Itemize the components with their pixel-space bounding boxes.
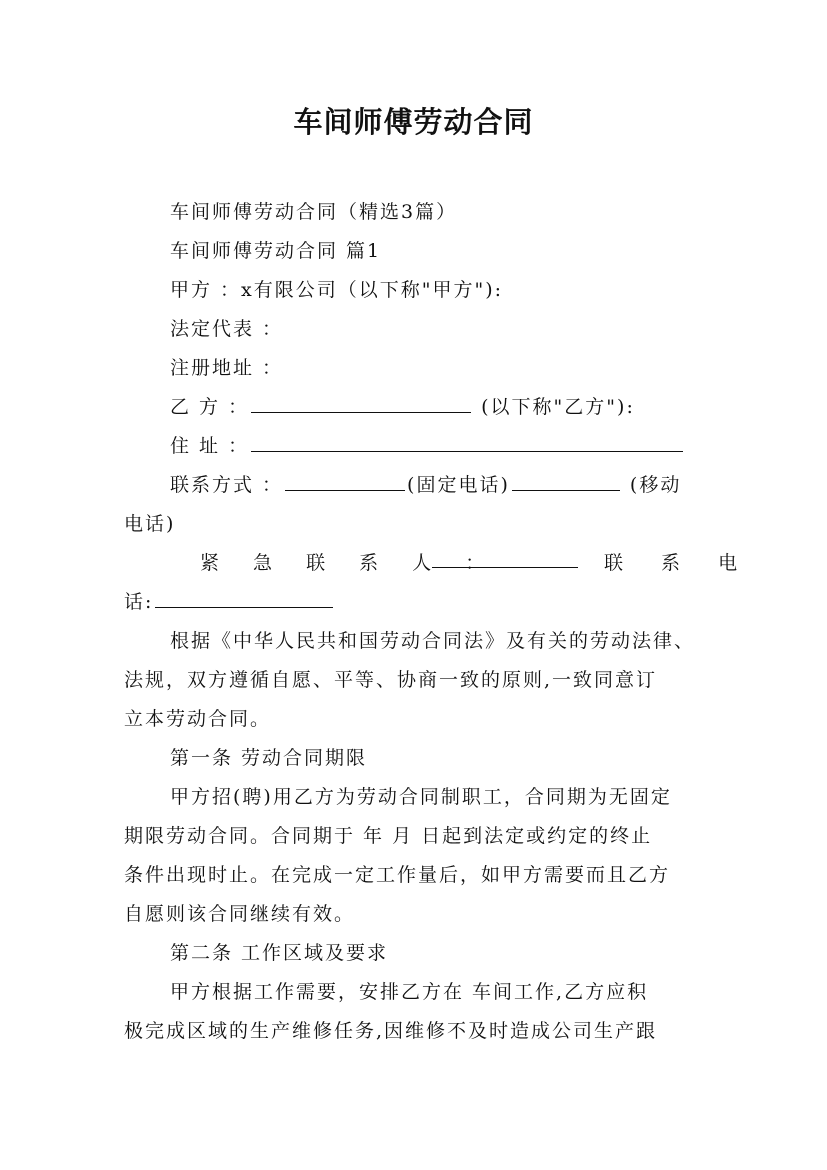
legal-rep-line: 法定代表 ： xyxy=(170,318,284,340)
registered-address-line: 注册地址 ： xyxy=(170,357,284,379)
party-b-suffix: (以下称"乙方"): xyxy=(481,396,635,418)
landline-blank xyxy=(285,471,405,491)
emergency-phone-line xyxy=(124,587,335,614)
article-1-line-1: 甲方招(聘)用乙方为劳动合同制职工，合同期为无固定 xyxy=(170,786,672,808)
party-b-line xyxy=(170,392,635,419)
emergency-phone-label-cont: 话: xyxy=(124,591,154,613)
preamble-line-2: 法规，双方遵循自愿、平等、协商一致的原则,一致同意订 xyxy=(124,669,658,691)
contact-label: 联系方式 ： xyxy=(170,474,284,496)
address-label: 住 址 ： xyxy=(170,435,250,457)
emergency-contact-blank xyxy=(432,548,578,568)
landline-label: (固定电话) xyxy=(407,474,510,496)
address-blank xyxy=(251,432,683,452)
emergency-phone-label: 联 系 电 xyxy=(604,552,754,574)
article-1-heading: 第一条 劳动合同期限 xyxy=(170,747,368,769)
article-1-line-4: 自愿则该合同继续有效。 xyxy=(124,903,356,925)
mobile-label: (移动 xyxy=(629,474,682,496)
emergency-phone-blank xyxy=(155,588,333,608)
article-2-line-1: 甲方根据工作需要，安排乙方在 车间工作,乙方应积 xyxy=(170,981,649,1003)
mobile-blank xyxy=(512,471,620,491)
article-1-line-2: 期限劳动合同。合同期于 年 月 日起到法定或约定的终止 xyxy=(124,825,653,847)
party-a-line: 甲方 ：x有限公司（以下称"甲方"): xyxy=(170,279,504,301)
article-2-heading: 第二条 工作区域及要求 xyxy=(170,942,389,964)
preamble-line-1: 根据《中华人民共和国劳动合同法》及有关的劳动法律、 xyxy=(170,630,696,652)
emergency-contact-label: 紧 急 联 系 人 ： xyxy=(200,552,499,574)
article-2-line-2: 极完成区域的生产维修任务,因维修不及时造成公司生产跟 xyxy=(124,1020,658,1042)
section-heading-part1: 车间师傅劳动合同 篇1 xyxy=(170,240,382,262)
preamble-line-3: 立本劳动合同。 xyxy=(124,708,272,730)
contact-line-cont: 电话) xyxy=(124,513,176,535)
party-b-blank xyxy=(251,393,471,413)
subtitle-selected: 车间师傅劳动合同（精选3篇） xyxy=(170,201,458,223)
emergency-contact-blank-wrap xyxy=(430,548,580,573)
address-line xyxy=(170,431,685,458)
document-title: 车间师傅劳动合同 xyxy=(293,105,534,139)
article-1-line-3: 条件出现时止。在完成一定工作量后，如甲方需要而且乙方 xyxy=(124,864,671,886)
party-b-label: 乙 方 ： xyxy=(170,396,250,418)
contact-line xyxy=(170,470,681,497)
